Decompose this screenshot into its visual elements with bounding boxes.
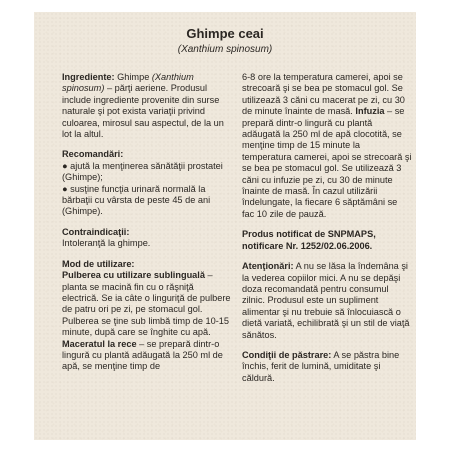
sublingual-label: Pulberea cu utilizare sublinguală — [62, 270, 205, 281]
notification-text: Produs notificat de SNPMAPS, notificare Nr. 1252/02.06.2006. — [242, 229, 376, 251]
preparation-continued — [242, 72, 412, 220]
ingredients-text-pre: Ghimpe — [114, 72, 152, 82]
contraindications-label: Contraindicaţii: — [62, 226, 130, 237]
product-title: Ghimpe ceai — [186, 26, 264, 41]
left-column — [62, 72, 232, 382]
warnings-section — [242, 261, 412, 341]
warnings-text: A nu se lăsa la îndemâna şi la vederea copiilor mici. A nu se depăşi doza recomandată pentru consumul zilnic. Produsul este un supliment alimentar şi nu trebuie să înlocuiască o dietă variată, echilibrată şi un stil de viaţă sănătos. — [242, 261, 410, 340]
ingredients-section — [62, 72, 232, 140]
recommendations-label: Recomandări: — [62, 149, 124, 160]
cold-macerate-instructions — [62, 339, 232, 373]
infusion-label: Infuzia — [355, 106, 385, 117]
right-column — [242, 72, 412, 393]
storage-text: A se păstra bine închis, ferit de lumină, umiditate şi căldură. — [242, 349, 400, 383]
recommendation-item: ● ajută la menţinerea sănătăţii prostatei (Ghimpe); — [62, 160, 223, 183]
notification-section — [242, 229, 412, 252]
contraindications-text: Intoleranţă la ghimpe. — [62, 238, 151, 249]
storage-label: Condiţii de păstrare: — [242, 349, 332, 360]
contraindications-section — [62, 227, 232, 250]
cold-macerate-continued: 6-8 ore la temperatura camerei, apoi se strecoară şi se bea pe stomacul gol. Se utilizează 3 căni cu macerat pe zi, cu 30 de minute înainte de masă. — [242, 72, 405, 117]
cold-macerate-text: – se prepară dintr-o lingură cu plantă adăugată la 250 ml de apă, se menţine timp de — [62, 338, 223, 372]
ingredients-label: Ingrediente: — [62, 72, 115, 82]
infusion-text: – se prepară dintr-o lingură cu plantă adăugată la 250 ml de apă clocotită, se menţine timp de 15 minute la temperatura camerei, apoi se strecoară şi se bea pe stomacul gol. Se utilizează 3 căni cu infuzie pe zi, cu 30 de minute înainte de masă. În cazul utilizării îndelungate, la fiecare 6 săptămâni se fac 10 zile de pauză. — [242, 106, 412, 219]
usage-section — [62, 259, 232, 373]
product-label-card — [34, 12, 416, 440]
recommendation-item: ● susţine funcţia urinară normală la bărbaţii cu vârsta de peste 45 de ani (Ghimpe). — [62, 183, 211, 217]
usage-label: Mod de utilizare: — [62, 258, 135, 269]
ingredients-latin: (Xanthium spinosum) — [62, 72, 194, 94]
storage-section — [242, 350, 412, 384]
warnings-label: Atenţionări: — [242, 261, 294, 272]
cold-macerate-label: Maceratul la rece — [62, 338, 137, 349]
product-latin-name: (Xanthium spinosum) — [177, 44, 273, 55]
sublingual-instructions — [62, 270, 232, 338]
recommendations-section — [62, 149, 232, 217]
sublingual-text: – planta se macină fin cu o răşniţă electrică. Se ia câte o linguriţă de pulbere de patru ori pe zi, pe stomacul gol. Pulberea se ţine sub limbă timp de 10-15 minute, după care se înghite cu apă. — [62, 270, 231, 338]
ingredients-text-post: – părţi aeriene. Produsul include ingrediente provenite din surse naturale şi pot exista variaţii privind culoarea, mirosul sau aspectul, de la un lot la altul. — [62, 83, 224, 140]
